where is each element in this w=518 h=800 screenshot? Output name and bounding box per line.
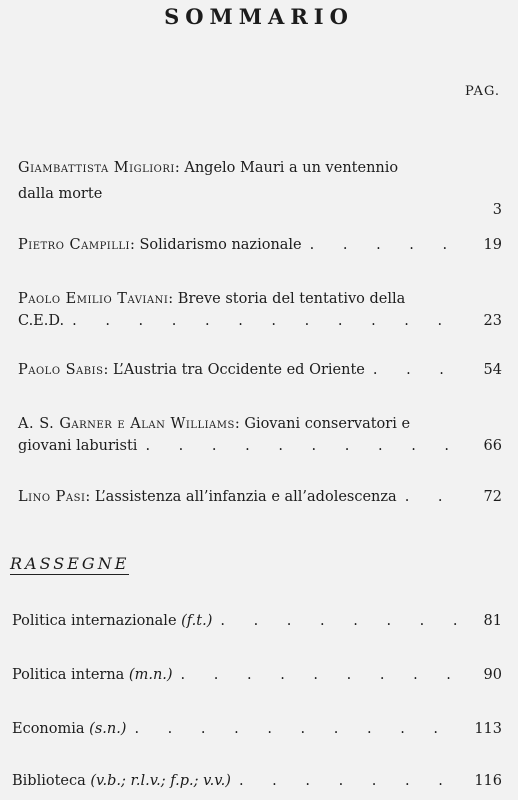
- leader-dots: [239, 770, 466, 792]
- leader-dots: [134, 718, 466, 740]
- leader-dots: [145, 435, 466, 457]
- entry-title: Breve storia del tentativo della: [177, 291, 406, 307]
- leader-dots: [72, 310, 466, 332]
- entry-page-number: 66: [483, 438, 502, 454]
- toc-entry[interactable]: [18, 413, 502, 457]
- rassegna-page-number: 90: [483, 667, 502, 683]
- section-heading-rassegne: RASSEGNE: [10, 554, 130, 573]
- entry-author: A. S. Garner e Alan Williams: [18, 416, 235, 432]
- rassegna-page-number: 81: [483, 613, 502, 629]
- entry-title-continued: giovani laburisti: [18, 438, 138, 454]
- entry-title: L’assistenza all’infanzia e all’adolescenza: [94, 489, 397, 505]
- rassegna-entry[interactable]: [12, 610, 502, 632]
- entry-author: Paolo Emilio Taviani: [18, 291, 169, 307]
- page-column-label: PAG.: [465, 84, 500, 99]
- entry-page-number: 3: [492, 202, 502, 218]
- entry-separator: :: [85, 489, 91, 505]
- rassegna-authors: (m.n.): [128, 667, 173, 683]
- entry-separator: :: [234, 416, 240, 432]
- rassegna-entry[interactable]: [12, 718, 502, 740]
- rassegna-page-number: 113: [474, 721, 502, 737]
- rassegna-entry[interactable]: [12, 664, 502, 686]
- leader-dots: [181, 664, 466, 686]
- rassegna-authors: (s.n.): [89, 721, 127, 737]
- entry-separator: :: [129, 237, 135, 253]
- leader-dots: [310, 234, 466, 256]
- toc-entry[interactable]: [18, 157, 502, 218]
- leader-dots: [220, 610, 466, 632]
- entry-title-continued: dalla morte: [18, 186, 103, 202]
- entry-page-number: 19: [483, 237, 502, 253]
- entry-page-number: 23: [483, 313, 502, 329]
- entry-separator: :: [103, 362, 109, 378]
- entry-page-number: 72: [483, 489, 502, 505]
- rassegna-title: Politica internazionale: [12, 613, 177, 629]
- entry-title: Giovani conservatori e: [244, 416, 411, 432]
- entry-title-continued: C.E.D.: [18, 313, 65, 329]
- rassegna-title: Politica interna: [12, 667, 125, 683]
- entry-title: L’Austria tra Occidente ed Oriente: [112, 362, 365, 378]
- toc-entry[interactable]: [18, 486, 502, 508]
- rassegna-page-number: 116: [474, 773, 502, 789]
- entry-author: Paolo Sabis: [18, 362, 104, 378]
- entry-author: Pietro Campilli: [18, 237, 130, 253]
- entry-title: Solidarismo nazionale: [139, 237, 302, 253]
- rassegna-authors: (f.t.): [181, 613, 213, 629]
- rassegna-authors: (v.b.; r.l.v.; f.p.; v.v.): [90, 773, 231, 789]
- page-title: SOMMARIO: [164, 4, 354, 29]
- toc-entry[interactable]: [18, 288, 502, 332]
- rassegna-entry[interactable]: [12, 770, 502, 792]
- leader-dots: [373, 359, 466, 381]
- entry-author: Lino Pasi: [18, 489, 86, 505]
- toc-entry[interactable]: [18, 234, 502, 256]
- entry-title: Angelo Mauri a un ventennio: [184, 160, 399, 176]
- rassegna-title: Economia: [12, 721, 85, 737]
- entry-separator: :: [168, 291, 174, 307]
- toc-entry[interactable]: [18, 359, 502, 381]
- entry-page-number: 54: [483, 362, 502, 378]
- rassegna-title: Biblioteca: [12, 773, 86, 789]
- leader-dots: [405, 486, 466, 508]
- entry-author: Giambattista Migliori: [18, 160, 175, 176]
- entry-separator: :: [174, 160, 180, 176]
